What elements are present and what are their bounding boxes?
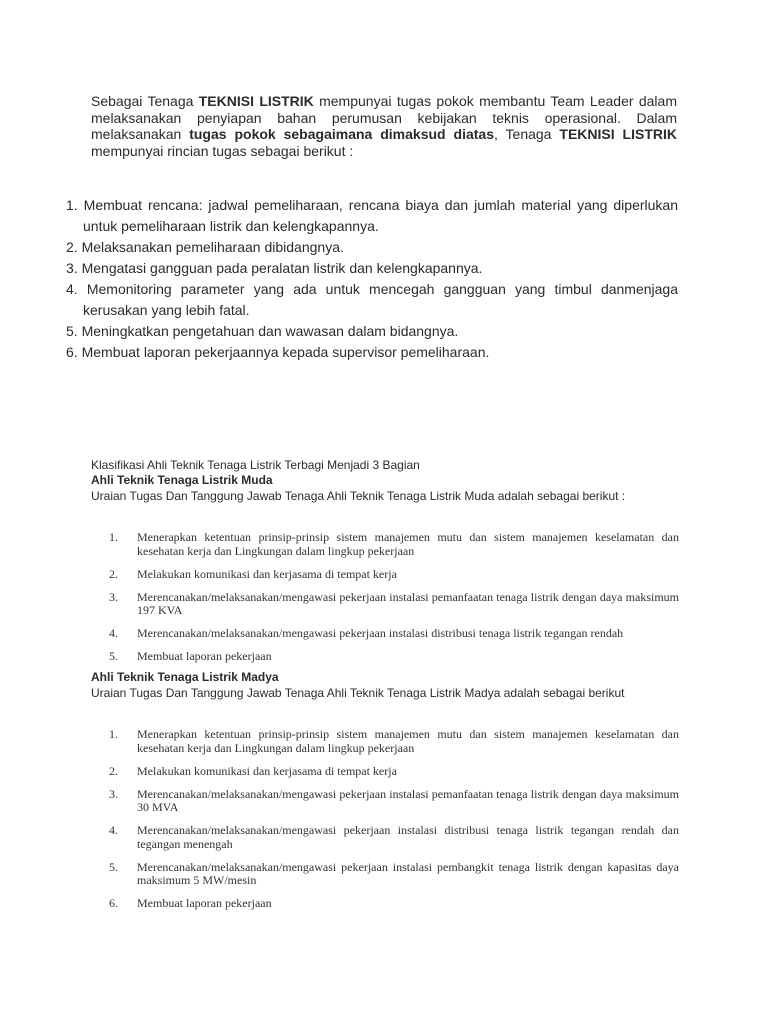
list-item-text: Merencanakan/melaksanakan/mengawasi pekerjaan instalasi pemanfaatan tenaga listrik dengan daya maksimum 197 KVA — [137, 589, 679, 617]
list-item-number: 2. — [66, 239, 78, 255]
list-item-text: Membuat rencana: jadwal pemeliharaan, rencana biaya dan jumlah material yang diperlukan untuk pemeliharaan listrik dan kelengkapannya. — [83, 197, 678, 234]
list-item-number: 5. — [109, 859, 118, 874]
list-item — [109, 591, 679, 618]
list-item-number: 5. — [66, 323, 78, 339]
list-item-number: 2. — [109, 763, 118, 778]
list-item-number: 1. — [109, 727, 118, 741]
list-item — [66, 321, 678, 342]
muda-subheading: Uraian Tugas Dan Tanggung Jawab Tenaga Ahli Teknik Tenaga Listrik Muda adalah sebagai berikut : — [91, 489, 626, 503]
intro-text-2: mempunyai tugas pokok membantu Team Leader dalam melaksanakan penyiapan bahan perumusan kebijakan teknis operasional. Dalam melaksanakan — [91, 93, 677, 142]
list-item — [66, 237, 678, 258]
list-item-text: Melaksanakan pemeliharaan dibidangnya. — [81, 239, 344, 255]
list-item-text: Menerapkan ketentuan prinsip-prinsip sistem manajemen mutu dan sistem manajemen keselamatan dan kesehatan kerja dan Lingkungan dalam lingkup pekerjaan — [137, 530, 679, 558]
list-item — [109, 788, 679, 815]
list-item-text: Mengatasi gangguan pada peralatan listrik dan kelengkapannya. — [81, 260, 483, 276]
intro-text-1: Sebagai Tenaga — [91, 93, 199, 109]
list-item-number: 1. — [109, 530, 118, 544]
list-item-number: 4. — [66, 281, 78, 297]
list-item-text: Melakukan komunikasi dan kerjasama di tempat kerja — [137, 763, 397, 778]
list-item — [66, 195, 678, 237]
list-item-number: 3. — [109, 786, 118, 801]
list-item-number: 2. — [109, 566, 118, 581]
list-item — [109, 897, 679, 911]
list-item-number: 6. — [109, 896, 118, 910]
task-list — [66, 195, 678, 363]
list-item — [109, 568, 679, 582]
intro-text-3: , Tenaga — [493, 126, 560, 142]
madya-heading: Ahli Teknik Tenaga Listrik Madya — [91, 670, 279, 684]
intro-bold-2: tugas pokok sebagaimana dimaksud diatas — [189, 126, 494, 142]
intro-paragraph — [91, 93, 677, 159]
list-item — [109, 861, 679, 888]
list-item-text: Menerapkan ketentuan prinsip-prinsip sistem manajemen mutu dan sistem manajemen keselamatan dan kesehatan kerja dan Lingkungan dalam lingkup pekerjaan — [137, 727, 679, 755]
list-item-number: 6. — [66, 344, 78, 360]
list-item-number: 4. — [109, 823, 118, 837]
list-item-text: Merencanakan/melaksanakan/mengawasi pekerjaan instalasi pembangkit tenaga listrik dengan kapasitas daya maksimum 5 MW/mesin — [137, 859, 679, 887]
muda-task-list — [109, 531, 679, 673]
madya-task-list — [109, 728, 679, 920]
madya-subheading: Uraian Tugas Dan Tanggung Jawab Tenaga Ahli Teknik Tenaga Listrik Madya adalah sebagai berikut — [91, 686, 625, 700]
list-item — [109, 531, 679, 558]
list-item-text: Membuat laporan pekerjaannya kepada supervisor pemeliharaan. — [81, 344, 490, 360]
list-item-number: 4. — [109, 626, 118, 640]
list-item — [66, 258, 678, 279]
list-item — [109, 824, 679, 851]
intro-bold-1: TEKNISI LISTRIK — [198, 93, 314, 109]
list-item — [109, 728, 679, 755]
muda-heading: Ahli Teknik Tenaga Listrik Muda — [91, 473, 273, 487]
list-item-number: 3. — [66, 260, 78, 276]
list-item — [109, 627, 679, 641]
klasifikasi-line: Klasifikasi Ahli Teknik Tenaga Listrik Terbagi Menjadi 3 Bagian — [91, 458, 420, 472]
list-item-text: Membuat laporan pekerjaan — [137, 896, 272, 910]
list-item-text: Membuat laporan pekerjaan — [137, 649, 272, 663]
list-item — [66, 342, 678, 363]
list-item-number: 1. — [66, 197, 78, 213]
list-item-text: Melakukan komunikasi dan kerjasama di tempat kerja — [137, 566, 397, 581]
intro-bold-3: TEKNISI LISTRIK — [559, 126, 677, 142]
list-item-number: 3. — [109, 589, 118, 604]
list-item-text: Memonitoring parameter yang ada untuk mencegah gangguan yang timbul danmenjaga kerusakan yang lebih fatal. — [83, 281, 679, 318]
list-item-text: Merencanakan/melaksanakan/mengawasi pekerjaan instalasi pemanfaatan tenaga listrik dengan daya maksimum 30 MVA — [137, 786, 679, 814]
list-item — [109, 650, 679, 664]
list-item — [109, 765, 679, 779]
list-item-number: 5. — [109, 649, 118, 663]
intro-text-4: mempunyai rincian tugas sebagai berikut : — [91, 142, 354, 159]
list-item-text: Merencanakan/melaksanakan/mengawasi pekerjaan instalasi distribusi tenaga listrik tegangan rendah dan tegangan menengah — [137, 823, 679, 851]
list-item — [66, 279, 678, 321]
list-item-text: Meningkatkan pengetahuan dan wawasan dalam bidangnya. — [81, 323, 459, 339]
list-item-text: Merencanakan/melaksanakan/mengawasi pekerjaan instalasi distribusi tenaga listrik tegangan rendah — [137, 626, 624, 640]
